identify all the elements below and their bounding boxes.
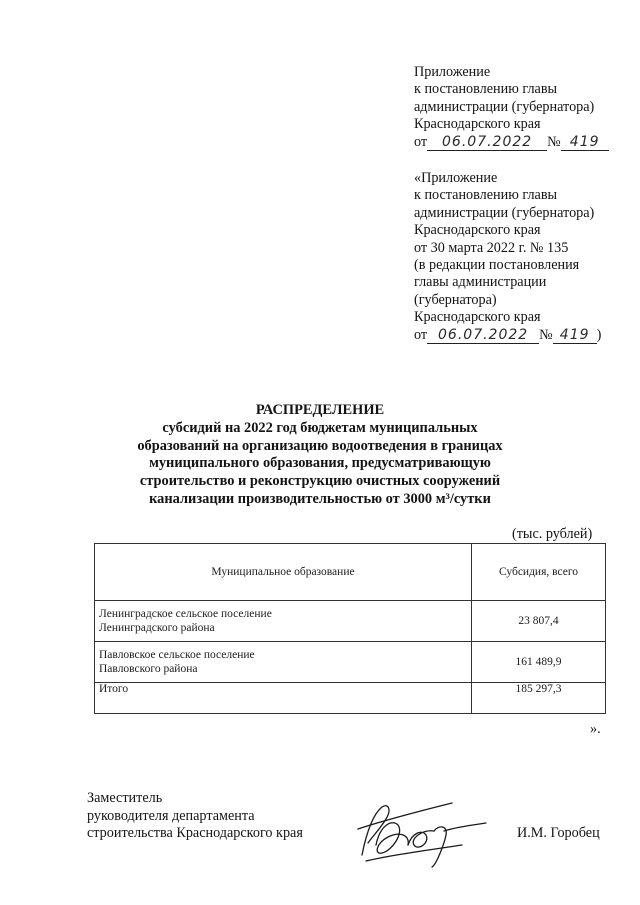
header-subsidy: Субсидия, всего: [472, 544, 606, 601]
handwritten-signature-icon: [352, 795, 492, 870]
title-line: образований на организацию водоотведения в границах: [137, 437, 503, 454]
title-line: субсидий на 2022 год бюджетам муниципальных: [162, 419, 478, 436]
amended-line: (губернатора): [414, 291, 497, 308]
handwritten-date: 06.07.2022: [427, 327, 539, 344]
amended-line: Краснодарского края: [414, 222, 541, 239]
appendix-line: Краснодарского края: [414, 116, 541, 133]
closing-paren: ): [596, 326, 602, 343]
table-row: [95, 601, 606, 642]
table-row: [95, 642, 606, 683]
amended-line: (в редакции постановления: [414, 257, 580, 274]
appendix-line: Приложение: [414, 64, 491, 80]
amended-line: главы администрации: [414, 274, 547, 291]
municipality-name: Ленинградское сельское поселение: [99, 608, 272, 620]
position-line: строительства Краснодарского края: [87, 825, 303, 842]
municipality-district: Павловского района: [99, 663, 198, 675]
table-header-row: [95, 544, 606, 601]
table-total-row: [95, 683, 606, 714]
amended-date-line: [414, 327, 634, 344]
subsidy-value: 23 807,4: [472, 601, 606, 642]
subsidy-value: 161 489,9: [472, 642, 606, 683]
appendix-block: [414, 64, 634, 151]
amended-line: к постановлению главы: [414, 187, 558, 204]
amended-line: «Приложение: [414, 170, 498, 186]
handwritten-number: 419: [561, 134, 609, 151]
amended-line: Краснодарского края: [414, 309, 541, 326]
position-line: Заместитель: [87, 790, 163, 806]
municipality-district: Ленинградского района: [99, 622, 215, 634]
amended-line: от 30 марта 2022 г. № 135: [414, 239, 569, 256]
municipality-cell: [95, 601, 472, 642]
handwritten-date: 06.07.2022: [427, 134, 547, 151]
total-label: Итого: [95, 683, 472, 714]
header-municipality: Муниципальное образование: [95, 544, 472, 601]
position-line: руководителя департамента: [87, 807, 255, 824]
document-title: [120, 402, 520, 509]
signatory-position: [87, 790, 303, 843]
number-prefix: №: [547, 133, 561, 150]
subsidy-table: [94, 543, 606, 714]
title-line: строительство и реконструкцию очистных сооружений: [139, 473, 501, 490]
total-value: 185 297,3: [472, 683, 606, 714]
municipality-cell: [95, 642, 472, 683]
handwritten-number: 419: [553, 327, 597, 344]
date-prefix: от: [414, 326, 428, 343]
amended-appendix-block: [414, 170, 634, 344]
closing-quote-mark: ».: [590, 721, 601, 737]
title-line: канализации производительностью от 3000 м³/сутки: [149, 490, 491, 507]
date-prefix: от: [414, 133, 428, 150]
municipality-name: Павловское сельское поселение: [99, 649, 255, 661]
appendix-line: к постановлению главы: [414, 81, 558, 98]
title-heading: РАСПРЕДЕЛЕНИЕ: [255, 402, 385, 418]
units-label: (тыс. рублей): [512, 526, 593, 542]
appendix-date-line: [414, 134, 634, 151]
signatory-name: И.М. Горобец: [517, 825, 600, 841]
appendix-line: администрации (губернатора): [414, 98, 595, 115]
number-prefix: №: [539, 326, 553, 343]
title-line: муниципального образования, предусматривающую: [149, 455, 491, 472]
amended-line: администрации (губернатора): [414, 204, 595, 221]
